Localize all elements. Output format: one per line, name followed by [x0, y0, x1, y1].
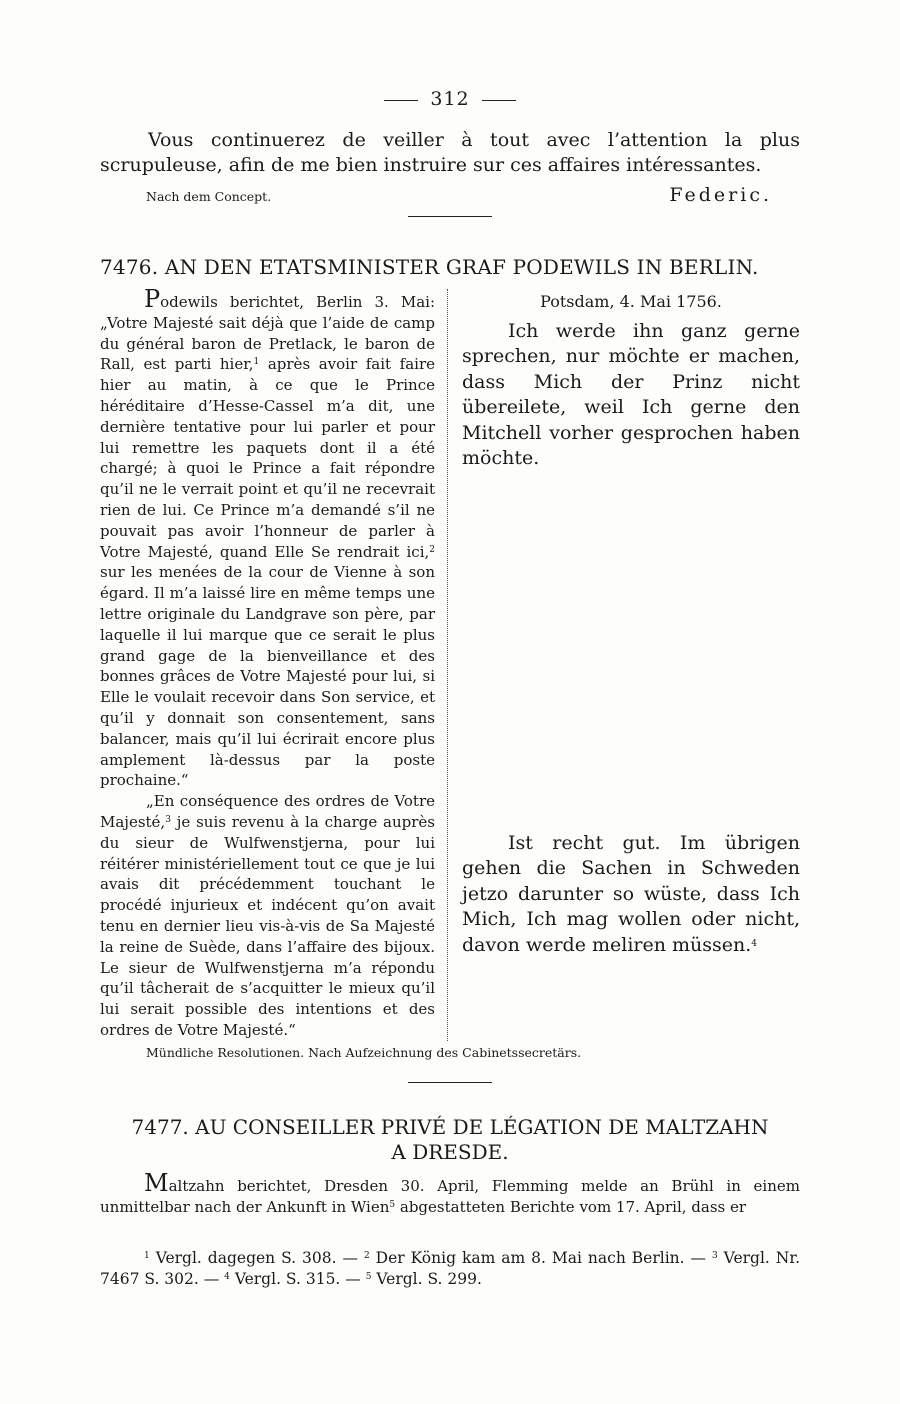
drop-initial: M: [144, 1168, 169, 1197]
report-paragraph-1: Podewils berichtet, Berlin 3. Mai: „Votre Majesté sait déjà que l’aide de camp du général baron de Pretlack, le baron de Rall, est parti hier,$^1$ après avoir fait faire hier au matin, à ce que le Prince héréditaire d’Hesse-Cassel m’a dit, une dernière tentative pour lui parler et pour lui remettre les paquets dont il a été chargé; à quoi le Prince a fait répondre qu’il ne le verrait point et qu’il ne recevrait rien de lui. Ce Prince m’a demandé s’il ne pouvait pas avoir l’honneur de parler à Votre Majesté, quand Elle Se rendrait ici,$^2$ sur les menées de la cour de Vienne à son égard. Il m’a laissé lire en même temps une lettre originale du Landgrave son père, par laquelle il lui marque que ce serait le plus grand gage de la bienveillance et des bonnes grâces de Votre Majesté pour lui, si Elle le voulait recevoir dans Son service, et qu’il y donnait son consentement, sans balancer, mais qu’il lui écrirait encore plus amplement là-dessus par la poste prochaine.“: [100, 285, 435, 790]
reply-paragraph-2: Ist recht gut. Im übrigen gehen die Sachen in Schweden jetzo darunter so wüste, dass Ich Mich, Ich mag wollen oder nicht, davon werde meliren müssen.$^4$: [462, 831, 800, 956]
reply-date: Potsdam, 4. Mai 1756.: [540, 292, 722, 311]
header-dash-right: [482, 100, 516, 101]
footnote-ref: 1: [253, 357, 260, 368]
footnote-ref: 4: [751, 938, 758, 949]
letter-7477-body: Maltzahn berichtet, Dresden 30. April, Flemming melde an Brühl in einem unmittelbar nach der Ankunft in Wien$^5$ abgestatteten Berichte vom 17. April, dass er: [100, 1168, 800, 1216]
reply-column: [448, 289, 800, 1041]
header-dash-left: [384, 100, 418, 101]
reply-paragraph-1: Ich werde ihn ganz gerne sprechen, nur möchte er machen, dass Mich der Prinz nicht übereilete, weil Ich gerne den Mitchell vorher gesprochen haben möchte.: [462, 319, 800, 469]
document-page: [100, 88, 800, 1290]
letter-7476-source-note: Mündliche Resolutionen. Nach Aufzeichnung des Cabinetssecretärs.: [146, 1044, 582, 1060]
signature: Federic.: [669, 184, 772, 206]
intro-source-note: Nach dem Concept.: [146, 189, 272, 204]
letter-7477-heading: 7477. AU CONSEILLER PRIVÉ DE LÉGATION DE MALTZAHN A DRESDE.: [131, 1114, 769, 1164]
letter-7476-heading: 7476. AN DEN ETATSMINISTER GRAF PODEWILS IN BERLIN.: [100, 255, 759, 279]
footnote-ref: 5: [389, 1199, 396, 1210]
report-column: [100, 285, 448, 1041]
drop-initial: P: [144, 285, 161, 313]
page-header: [100, 88, 800, 110]
intro-source-line: [100, 184, 800, 206]
footnotes: $^1$ Vergl. dagegen S. 308. — $^2$ Der König kam am 8. Mai nach Berlin. — $^3$ Vergl. Nr. 7467 S. 302. — $^4$ Vergl. S. 315. — $^5$ Vergl. S. 299.: [100, 1248, 800, 1288]
section-divider: [408, 1082, 492, 1083]
footnote-ref: 3: [165, 814, 171, 825]
page-number: 312: [430, 88, 470, 110]
section-divider: [408, 216, 492, 217]
intro-paragraph: Vous continuerez de veiller à tout avec l’attention la plus scrupuleuse, afin de me bien instruire sur ces affaires intéressantes.: [100, 129, 800, 176]
letter-7476-columns: [100, 285, 800, 1041]
report-paragraph-2: „En conséquence des ordres de Votre Majesté,$^3$ je suis revenu à la charge auprès du sieur de Wulfwenstjerna, pour lui réitérer ministériellement tout ce que je lui avais dit précédemment touchant le procédé injurieux et indécent qu’on avait tenu en dernier lieu vis-à-vis de Sa Majesté la reine de Suède, dans l’affaire des bijoux. Le sieur de Wulfwenstjerna m’a répondu qu’il tâcherait de s’acquitter le mieux qu’il lui serait possible des intentions et des ordres de Votre Majesté.“: [100, 792, 435, 1039]
footnote-ref: 2: [429, 544, 435, 555]
